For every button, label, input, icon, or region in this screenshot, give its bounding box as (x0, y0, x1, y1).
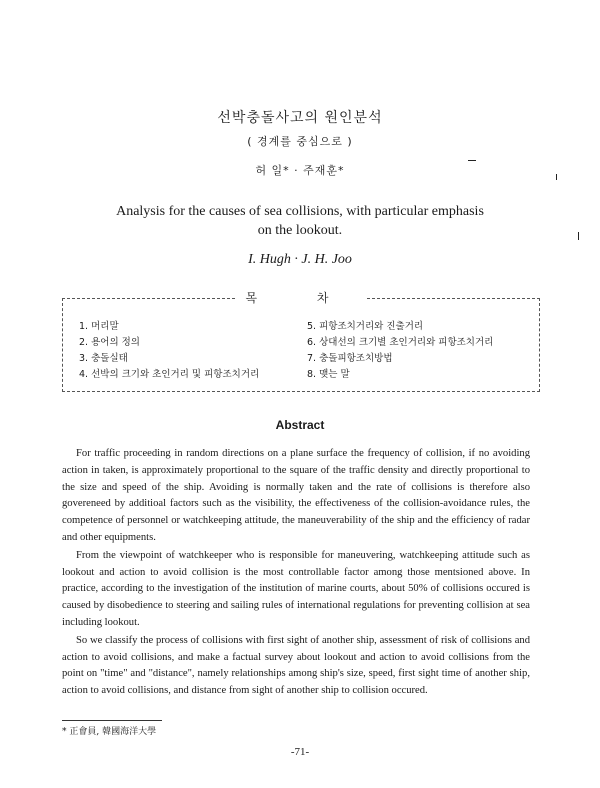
table-of-contents (62, 291, 540, 392)
footnote-divider (62, 720, 162, 721)
title-en-line-1: Analysis for the causes of sea collisions, with particular emphasis (116, 204, 484, 219)
toc-item: 3. 충돌실태 (79, 353, 128, 364)
subtitle-kr: ( 경계를 중심으로 ) (247, 135, 353, 148)
abstract-heading: Abstract (275, 418, 325, 432)
toc-left-column (79, 319, 259, 383)
abstract-paragraph: From the viewpoint of watchkeeper who is responsible for maneuvering, watchkeeping attitude such as lookout and action to avoid collision is the most controllable factor among those mentsioned above. In practice, according to the investigation of the institution of marine courts, about 50% of collisions occured is caused by disobedience to steering and sailing rules of international regulations for preventing collision at sea including lookout. (62, 549, 530, 628)
toc-item: 4. 선박의 크기와 초인거리 및 피항조치거리 (79, 369, 260, 380)
toc-heading (63, 289, 539, 306)
toc-item: 2. 용어의 정의 (79, 337, 140, 348)
toc-item: 5. 피항조치거리와 진출거리 (307, 321, 424, 332)
title-en-line-2: on the lookout. (257, 223, 343, 238)
toc-item: 7. 충돌피항조치방법 (307, 353, 393, 364)
toc-item: 8. 맺는 말 (307, 369, 350, 380)
toc-heading-text: 목 차 (236, 291, 367, 305)
abstract-paragraph: For traffic proceeding in random directions on a plane surface the frequency of collision, if no avoiding action in taken, is approximately proportional to the square of the traffic density and directly proportional to the size and speed of the ship. Avoiding is normally taken and the rate of collisions is therefore also govereneed by additioal factors such as the visibility, the effectiveness of the collision-avoidance rules, the competence of personnel or watchkeeping attitude, the maneuverability of the ship and the efficiency of radar and other equipments. (62, 448, 530, 543)
scan-speck (556, 174, 557, 180)
toc-right-column (307, 319, 493, 383)
abstract-body (62, 446, 530, 701)
footnote: * 正會員, 韓國海洋大學 (62, 727, 157, 737)
authors-en: I. Hugh · J. H. Joo (248, 252, 352, 267)
title-kr: 선박충돌사고의 원인분석 (217, 110, 383, 126)
scan-speck (468, 160, 476, 161)
title-en (0, 202, 600, 240)
toc-item: 1. 머리말 (79, 321, 119, 332)
authors-kr: 허 일* · 주재훈* (255, 164, 345, 177)
toc-item: 6. 상대선의 크기별 초인거리와 피항조치거리 (307, 337, 494, 348)
abstract-paragraph: So we classify the process of collisions with first sight of another ship, assessment of risk of collisions and action to avoid collisions, and make a factual survey about lookout and action to avoid collisions from the point on "time" and "distance", namely relationships among ship's size, speed, first sight time of another ship, action to avoid collisions, and distance from sight of another ship to collision occured. (62, 634, 530, 697)
scan-speck (578, 232, 579, 240)
page-number: -71- (290, 746, 310, 758)
